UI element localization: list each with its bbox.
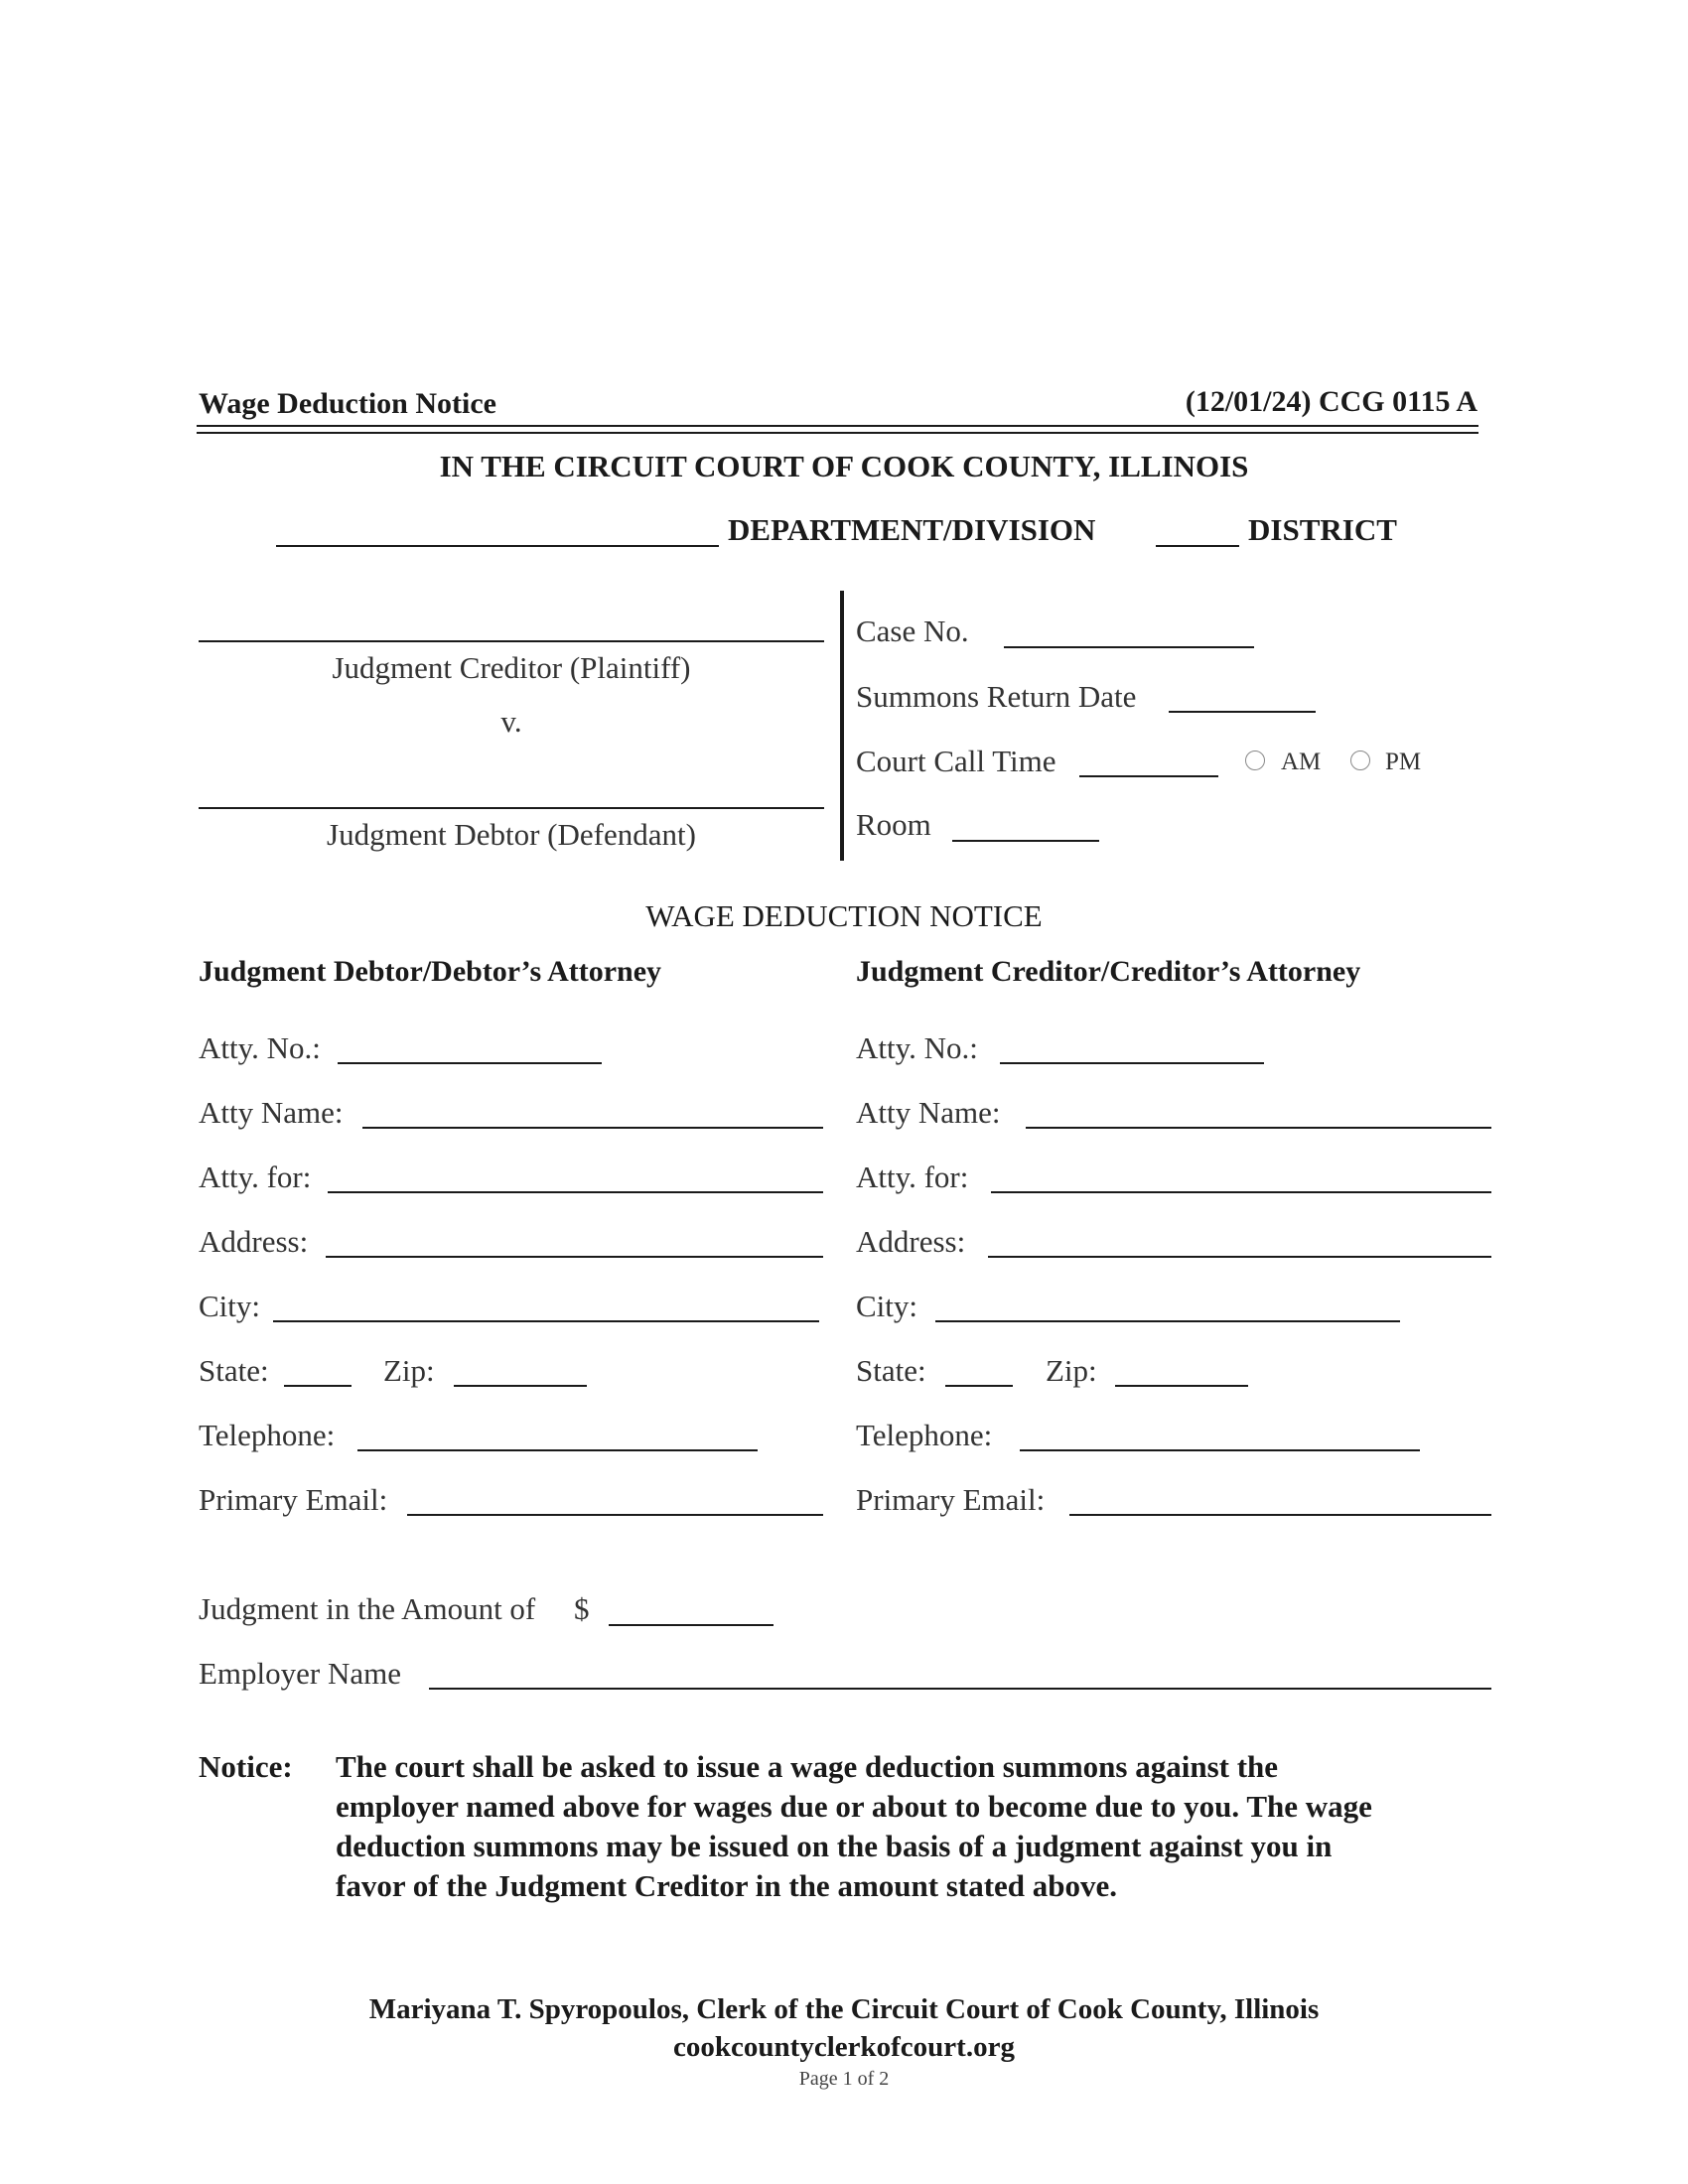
debtor-email-label: Primary Email: bbox=[199, 1482, 388, 1517]
creditor-atty-for-field[interactable] bbox=[991, 1191, 1491, 1193]
notice-line-2: employer named above for wages due or about to become due to you. The wage bbox=[336, 1789, 1372, 1824]
debtor-atty-for-field[interactable] bbox=[328, 1191, 823, 1193]
clerk-line: Mariyana T. Spyropoulos, Clerk of the Circuit Court of Cook County, Illinois bbox=[368, 1993, 1320, 2025]
creditor-zip-label: Zip: bbox=[1046, 1353, 1097, 1388]
currency-symbol: $ bbox=[574, 1591, 590, 1626]
debtor-caption-label: Judgment Debtor (Defendant) bbox=[327, 817, 696, 852]
creditor-atty-no-label: Atty. No.: bbox=[856, 1030, 978, 1065]
debtor-atty-for-label: Atty. for: bbox=[199, 1160, 312, 1194]
debtor-city-label: City: bbox=[199, 1289, 261, 1323]
room-field[interactable] bbox=[952, 840, 1099, 842]
creditor-atty-for-label: Atty. for: bbox=[856, 1160, 969, 1194]
debtor-column-heading: Judgment Debtor/Debtor’s Attorney bbox=[199, 955, 662, 988]
debtor-email-field[interactable] bbox=[407, 1514, 823, 1516]
debtor-telephone-field[interactable] bbox=[357, 1449, 758, 1451]
caption-divider bbox=[840, 591, 844, 861]
am-radio[interactable] bbox=[1245, 751, 1265, 770]
debtor-atty-name-label: Atty Name: bbox=[199, 1095, 344, 1130]
debtor-state-label: State: bbox=[199, 1353, 269, 1388]
header-rule-top bbox=[197, 425, 1478, 427]
debtor-address-label: Address: bbox=[199, 1224, 309, 1259]
creditor-zip-field[interactable] bbox=[1115, 1385, 1248, 1387]
notice-line-1: The court shall be asked to issue a wage deduction summons against the bbox=[336, 1749, 1279, 1784]
am-label: AM bbox=[1281, 749, 1322, 775]
creditor-atty-name-field[interactable] bbox=[1026, 1127, 1491, 1129]
notice-label: Notice: bbox=[199, 1749, 293, 1784]
form-title: Wage Deduction Notice bbox=[199, 387, 496, 420]
district-field[interactable] bbox=[1156, 545, 1239, 547]
creditor-column-heading: Judgment Creditor/Creditor’s Attorney bbox=[856, 955, 1361, 988]
creditor-caption-label: Judgment Creditor (Plaintiff) bbox=[332, 650, 691, 685]
creditor-atty-name-label: Atty Name: bbox=[856, 1095, 1001, 1130]
case-no-field[interactable] bbox=[1004, 646, 1254, 648]
creditor-address-field[interactable] bbox=[988, 1256, 1491, 1258]
summons-return-label: Summons Return Date bbox=[856, 679, 1137, 714]
versus-label: v. bbox=[500, 704, 522, 739]
judgment-amount-label: Judgment in the Amount of bbox=[199, 1591, 536, 1626]
page-number: Page 1 of 2 bbox=[798, 2068, 890, 2090]
notice-line-3: deduction summons may be issued on the basis of a judgment against you in bbox=[336, 1829, 1333, 1863]
debtor-atty-no-field[interactable] bbox=[338, 1062, 602, 1064]
debtor-atty-name-field[interactable] bbox=[362, 1127, 823, 1129]
creditor-city-label: City: bbox=[856, 1289, 918, 1323]
summons-return-field[interactable] bbox=[1169, 711, 1316, 713]
pm-label: PM bbox=[1385, 749, 1422, 775]
creditor-address-label: Address: bbox=[856, 1224, 966, 1259]
debtor-zip-field[interactable] bbox=[454, 1385, 587, 1387]
debtor-telephone-label: Telephone: bbox=[199, 1418, 336, 1452]
room-label: Room bbox=[856, 807, 931, 842]
district-label: DISTRICT bbox=[1248, 512, 1397, 547]
judgment-amount-field[interactable] bbox=[609, 1624, 774, 1626]
court-call-label: Court Call Time bbox=[856, 744, 1056, 778]
employer-name-field[interactable] bbox=[429, 1688, 1491, 1690]
debtor-name-field[interactable] bbox=[199, 807, 824, 809]
debtor-atty-no-label: Atty. No.: bbox=[199, 1030, 321, 1065]
creditor-atty-no-field[interactable] bbox=[1000, 1062, 1264, 1064]
debtor-state-field[interactable] bbox=[284, 1385, 352, 1387]
debtor-zip-label: Zip: bbox=[383, 1353, 435, 1388]
court-title: IN THE CIRCUIT COURT OF COOK COUNTY, ILLINOIS bbox=[439, 449, 1249, 483]
section-title: WAGE DEDUCTION NOTICE bbox=[645, 898, 1043, 933]
court-call-field[interactable] bbox=[1079, 775, 1218, 777]
creditor-telephone-label: Telephone: bbox=[856, 1418, 993, 1452]
creditor-telephone-field[interactable] bbox=[1020, 1449, 1420, 1451]
clerk-website[interactable]: cookcountyclerkofcourt.org bbox=[673, 2031, 1015, 2063]
creditor-email-field[interactable] bbox=[1069, 1514, 1491, 1516]
form-code: (12/01/24) CCG 0115 A bbox=[1185, 385, 1477, 418]
case-no-label: Case No. bbox=[856, 614, 969, 648]
debtor-city-field[interactable] bbox=[273, 1320, 819, 1322]
creditor-city-field[interactable] bbox=[935, 1320, 1400, 1322]
creditor-email-label: Primary Email: bbox=[856, 1482, 1046, 1517]
debtor-address-field[interactable] bbox=[326, 1256, 823, 1258]
creditor-name-field[interactable] bbox=[199, 640, 824, 642]
notice-line-4: favor of the Judgment Creditor in the amount stated above. bbox=[336, 1868, 1118, 1903]
pm-radio[interactable] bbox=[1350, 751, 1370, 770]
department-label: DEPARTMENT/DIVISION bbox=[728, 512, 1096, 547]
creditor-state-label: State: bbox=[856, 1353, 926, 1388]
employer-name-label: Employer Name bbox=[199, 1656, 402, 1691]
creditor-state-field[interactable] bbox=[945, 1385, 1013, 1387]
header-rule-bottom bbox=[197, 432, 1478, 434]
department-field[interactable] bbox=[276, 545, 719, 547]
